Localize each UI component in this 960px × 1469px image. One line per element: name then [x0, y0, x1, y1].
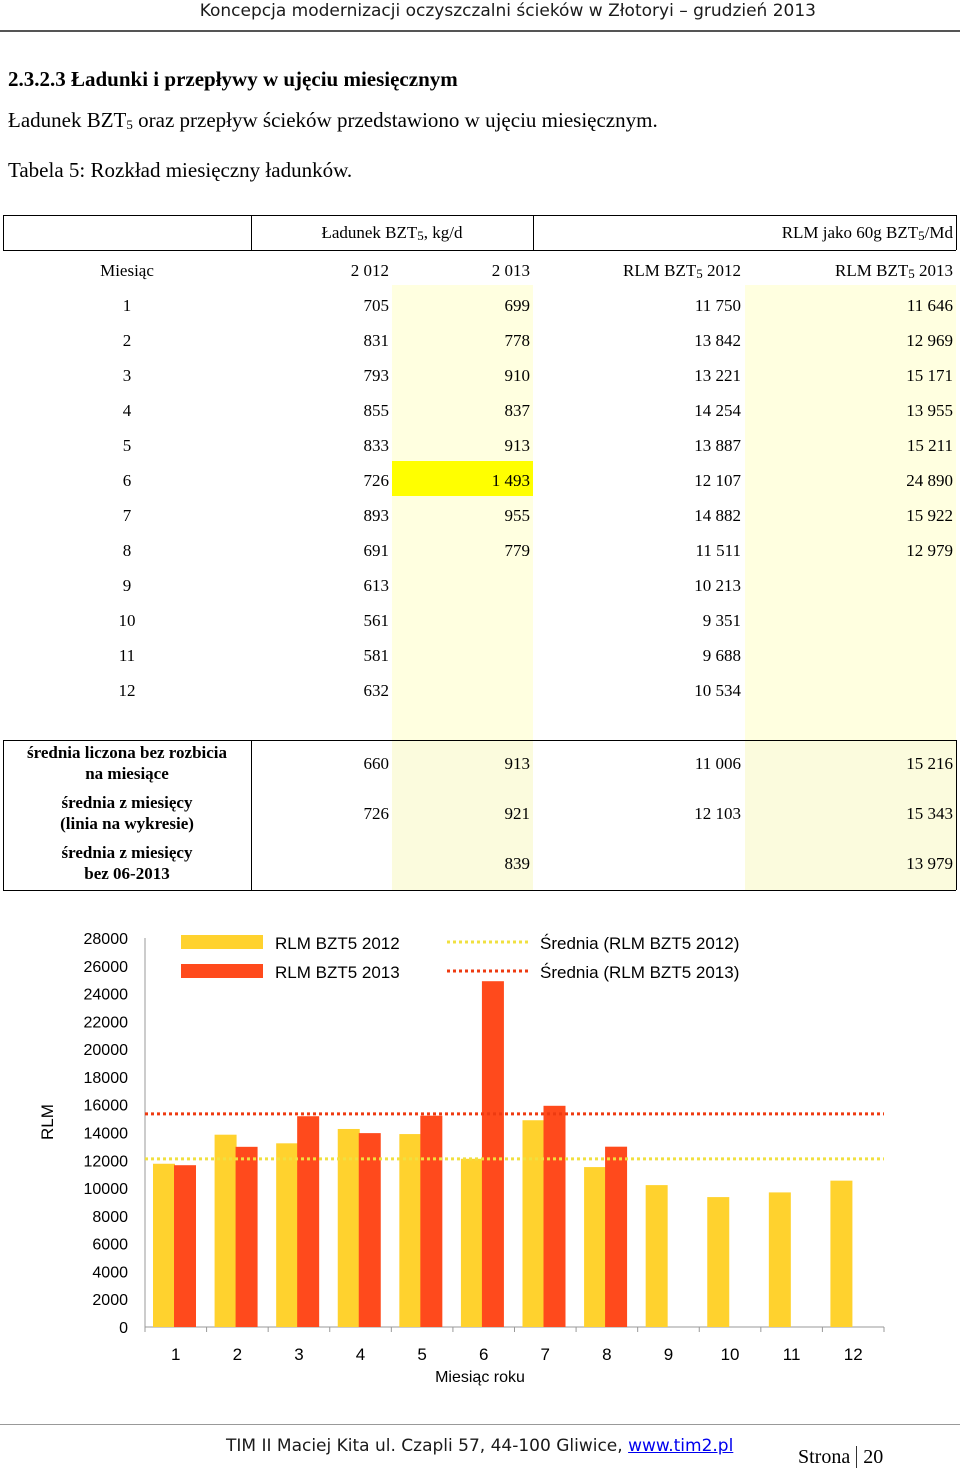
y-tick-label: 26000: [83, 958, 128, 976]
summary-cell: 913: [504, 754, 530, 773]
section-heading: 2.3.2.3 Ładunki i przepływy w ujęciu miesięcznym: [8, 67, 458, 91]
footer-rule: [0, 1424, 960, 1425]
x-tick-label: 2: [232, 1345, 243, 1364]
x-tick-label: 9: [663, 1345, 674, 1364]
y-tick-label: 18000: [83, 1069, 128, 1087]
table-cell: 11: [118, 646, 136, 665]
bar-rlm-2013: [544, 1106, 566, 1327]
table-caption: Tabela 5: Rozkład miesięczny ładunków.: [8, 158, 353, 182]
table-cell: 3: [122, 366, 132, 385]
table-cell: 2: [122, 331, 132, 350]
table-cell: 15 211: [906, 436, 953, 455]
table-cell: 12: [118, 681, 136, 700]
table-cell: 24 890: [906, 471, 953, 490]
bar-rlm-2012: [584, 1167, 606, 1327]
legend-swatch: [181, 935, 263, 949]
bar-rlm-2012: [707, 1197, 729, 1327]
table-cell: 10 534: [694, 681, 741, 700]
bar-rlm-2012: [830, 1181, 852, 1327]
legend-label: Średnia (RLM BZT5 2013): [540, 963, 740, 982]
bar-rlm-2013: [482, 981, 504, 1327]
summary-label: średnia z miesięcy (linia na wykresie): [60, 793, 194, 833]
col-rlm-2012: RLM $BZT_5$ 2012: [623, 261, 741, 281]
table-cell: 13 221: [694, 366, 741, 385]
y-tick-label: 6000: [92, 1236, 128, 1254]
monthly-load-table: [3, 215, 956, 890]
summary-cell: 11 006: [694, 754, 741, 773]
y-tick-label: 16000: [83, 1097, 128, 1115]
y-tick-label: 8000: [92, 1208, 128, 1226]
y-axis-label: RLM: [38, 1104, 57, 1140]
table-cell: 11 750: [694, 296, 741, 315]
bar-rlm-2012: [646, 1185, 668, 1327]
table-cell: 14 254: [694, 401, 741, 420]
table-cell: 793: [363, 366, 389, 385]
table-cell: 11 646: [906, 296, 953, 315]
table-cell: 632: [363, 681, 389, 700]
col-2012: 2 012: [350, 261, 389, 280]
footer-address: TIM II Maciej Kita ul. Czapli 57, 44-100 Gliwice, www.tim2.pl: [226, 1436, 734, 1456]
bar-rlm-2012: [461, 1159, 483, 1327]
table-cell: 5: [122, 436, 132, 455]
table-cell: 778: [504, 331, 530, 350]
x-tick-label: 5: [417, 1345, 427, 1364]
table-cell: 1 493: [491, 471, 530, 490]
y-tick-label: 14000: [83, 1125, 128, 1143]
table-cell: 13 887: [694, 436, 741, 455]
table-cell: 12 969: [906, 331, 953, 350]
legend-label: RLM BZT5 2013: [275, 963, 400, 982]
y-tick-label: 22000: [83, 1014, 128, 1032]
x-tick-label: 7: [540, 1345, 551, 1364]
table-cell: 726: [363, 471, 389, 490]
table-cell: 910: [504, 366, 530, 385]
legend-swatch: [181, 964, 263, 978]
bar-rlm-2013: [420, 1116, 442, 1327]
table-cell: 6: [122, 471, 132, 490]
table-cell: 12 107: [694, 471, 741, 490]
x-tick-label: 11: [782, 1345, 801, 1364]
y-tick-label: 10000: [83, 1181, 128, 1199]
x-tick-label: 6: [478, 1345, 489, 1364]
table-cell: 955: [504, 506, 530, 525]
table-cell: 9 351: [702, 611, 741, 630]
bar-rlm-2013: [359, 1133, 381, 1327]
x-tick-label: 8: [602, 1345, 612, 1364]
table-cell: 855: [363, 401, 389, 420]
summary-label: średnia liczona bez rozbicia na miesiące: [26, 743, 228, 783]
header-rule: [0, 30, 960, 32]
y-tick-label: 0: [119, 1320, 128, 1337]
legend-label: RLM BZT5 2012: [275, 934, 400, 953]
table-cell: 1: [122, 296, 132, 315]
x-tick-label: 10: [720, 1345, 740, 1364]
table-cell: 613: [363, 576, 389, 595]
header-load: Ładunek $BZT_5$, kg/d: [321, 223, 463, 243]
col-2013: 2 013: [491, 261, 530, 280]
summary-cell: 15 216: [906, 754, 953, 773]
intro-paragraph: Ładunek $BZT_5$ oraz przepływ ścieków przedstawiono w ujęciu miesięcznym.: [8, 108, 658, 132]
table-cell: 779: [504, 541, 530, 560]
table-cell: 699: [504, 296, 530, 315]
table-cell: 833: [363, 436, 389, 455]
bar-rlm-2012: [523, 1120, 545, 1327]
legend-label: Średnia (RLM BZT5 2012): [540, 934, 740, 953]
bar-rlm-2012: [276, 1143, 298, 1327]
summary-cell: 921: [504, 804, 530, 823]
table-cell: 691: [363, 541, 389, 560]
rlm-bar-chart: [0, 905, 960, 1400]
x-tick-label: 12: [843, 1345, 863, 1364]
x-tick-label: 1: [171, 1345, 181, 1364]
table-cell: 4: [122, 401, 132, 420]
table-cell: 11 511: [695, 541, 741, 560]
table-cell: 705: [363, 296, 389, 315]
x-tick-label: 4: [355, 1345, 366, 1364]
page-number: Strona 20: [798, 1446, 884, 1468]
summary-cell: 13 979: [906, 854, 953, 873]
summary-cell: 15 343: [906, 804, 953, 823]
bar-rlm-2013: [297, 1116, 319, 1327]
summary-label: średnia z miesięcy bez 06-2013: [61, 843, 193, 883]
table-cell: 8: [122, 541, 132, 560]
table-cell: 581: [363, 646, 389, 665]
y-tick-label: 24000: [83, 986, 128, 1004]
bar-rlm-2012: [153, 1164, 175, 1327]
table-cell: 7: [122, 506, 132, 525]
table-cell: 15 171: [906, 366, 953, 385]
summary-cell: 660: [363, 754, 389, 773]
table-cell: 14 882: [694, 506, 741, 525]
bar-rlm-2012: [215, 1135, 237, 1327]
summary-cell: 12 103: [694, 804, 741, 823]
bar-rlm-2013: [236, 1147, 258, 1327]
table-cell: 837: [504, 401, 530, 420]
col-rlm-2013: RLM $BZT_5$ 2013: [835, 261, 953, 281]
y-tick-label: 20000: [83, 1042, 128, 1060]
y-tick-label: 2000: [92, 1292, 128, 1310]
header-title: Koncepcja modernizacji oczyszczalni ścieków w Złotoryi – grudzień 2013: [199, 1, 816, 21]
table-cell: 893: [363, 506, 389, 525]
summary-cell: 726: [363, 804, 389, 823]
x-axis-label: Miesiąc roku: [435, 1369, 525, 1386]
table-cell: 913: [504, 436, 530, 455]
bar-rlm-2013: [605, 1147, 627, 1327]
x-tick-label: 3: [294, 1345, 304, 1364]
table-cell: 561: [363, 611, 389, 630]
footer-link[interactable]: www.tim2.pl: [628, 1436, 734, 1456]
bar-rlm-2013: [174, 1165, 196, 1327]
table-cell: 13 842: [694, 331, 741, 350]
table-cell: 10 213: [694, 576, 741, 595]
table-cell: 13 955: [906, 401, 953, 420]
bar-rlm-2012: [769, 1192, 791, 1327]
table-cell: 9: [122, 576, 132, 595]
y-tick-label: 12000: [83, 1153, 128, 1171]
col-month: Miesiąc: [100, 261, 154, 280]
bar-rlm-2012: [399, 1134, 421, 1327]
y-tick-label: 4000: [92, 1264, 128, 1282]
summary-cell: 839: [504, 854, 530, 873]
header-rlm: RLM jako 60g $BZT_5/Md$: [781, 223, 953, 243]
table-cell: 12 979: [906, 541, 953, 560]
page-header: [0, 0, 960, 24]
y-tick-label: 28000: [83, 931, 128, 948]
table-cell: 15 922: [906, 506, 953, 525]
table-cell: 831: [363, 331, 389, 350]
table-cell: 10: [118, 611, 136, 630]
table-cell: 9 688: [702, 646, 741, 665]
